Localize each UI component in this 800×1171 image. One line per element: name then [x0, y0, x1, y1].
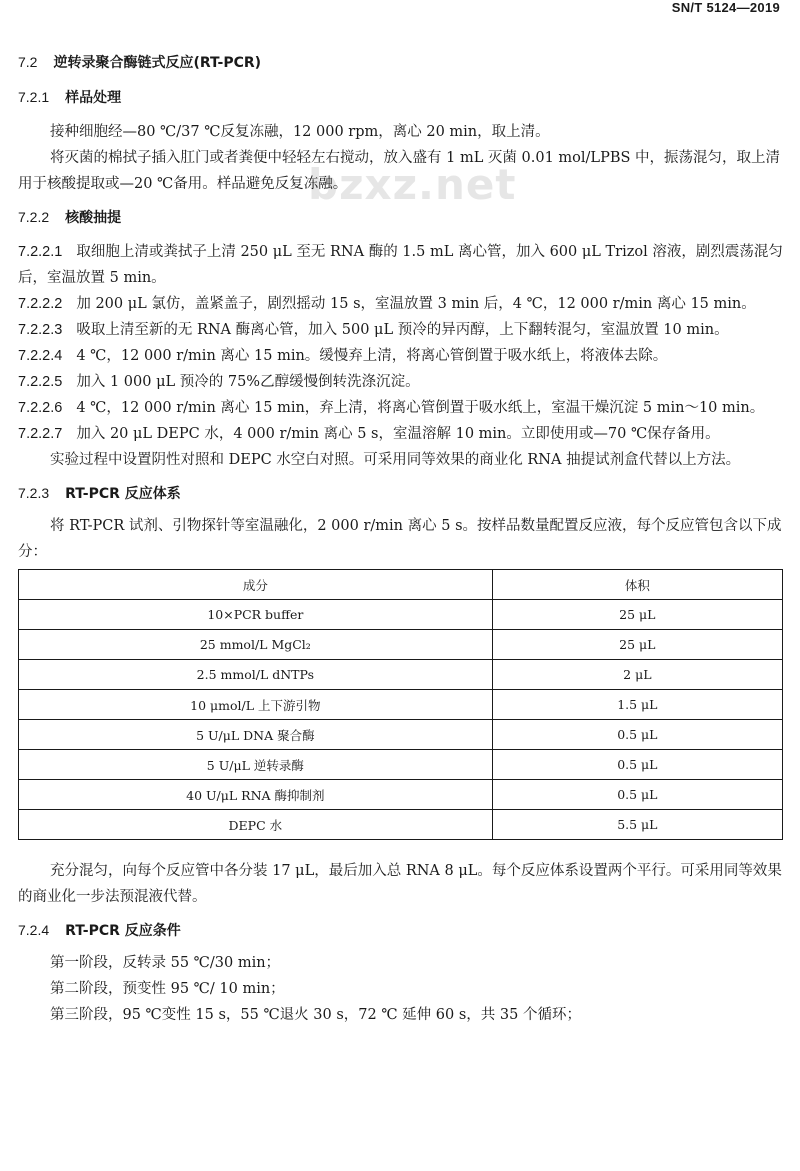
- step-text: 加入 1 000 μL 预冷的 75%乙醇缓慢倒转洗涤沉淀。: [76, 374, 420, 390]
- section-7-2-1-heading: [18, 87, 783, 107]
- section-number: 7.2.1: [18, 89, 50, 105]
- cell-component: DEPC 水: [19, 810, 493, 840]
- stage-line: 第二阶段，预变性 95 ℃/ 10 min；: [50, 981, 285, 997]
- section-title: 逆转录聚合酶链式反应(RT-PCR): [53, 55, 262, 71]
- step-text: 吸取上清至新的无 RNA 酶离心管，加入 500 μL 预冷的异丙醇，上下翻转混匀，室温放置 10 min。: [76, 322, 729, 338]
- section-7-2-2-heading: [18, 207, 783, 227]
- section-number: 7.2.4: [18, 922, 50, 938]
- step-number: 7.2.2.1: [18, 244, 63, 260]
- watermark: bzxz.net: [308, 160, 517, 209]
- step-item: [18, 239, 783, 291]
- step-text: 4 ℃，12 000 r/min 离心 15 min，弃上清，将离心管倒置于吸水纸上，室温干燥沉淀 5 min～10 min。: [76, 400, 765, 416]
- step-text: 4 ℃，12 000 r/min 离心 15 min。缓慢弃上清，将离心管倒置于吸水纸上，将液体去除。: [76, 348, 668, 364]
- table-row: [19, 750, 783, 780]
- step-number: 7.2.2.4: [18, 348, 63, 364]
- section-7-2-4-heading: [18, 920, 783, 940]
- paragraph: 将 RT-PCR 试剂、引物探针等室温融化，2 000 r/min 离心 5 s。按样品数量配置反应液，每个反应管包含以下成分：: [18, 518, 782, 560]
- cell-component: 25 mmol/L MgCl₂: [19, 630, 493, 660]
- section-number: 7.2: [18, 54, 38, 70]
- table-row: [19, 720, 783, 750]
- cell-component: 40 U/μL RNA 酶抑制剂: [19, 780, 493, 810]
- step-item: [18, 317, 783, 343]
- column-header-component: 成分: [19, 570, 493, 600]
- cell-component: 5 U/μL DNA 聚合酶: [19, 720, 493, 750]
- cell-component: 10×PCR buffer: [19, 600, 493, 630]
- column-header-volume: 体积: [492, 570, 782, 600]
- section-number: 7.2.3: [18, 485, 50, 501]
- step-item: [18, 343, 783, 369]
- table-header-row: [19, 570, 783, 600]
- cell-volume: 25 μL: [492, 630, 782, 660]
- section-title: RT-PCR 反应体系: [65, 486, 181, 502]
- cell-volume: 25 μL: [492, 600, 782, 630]
- step-text: 加 200 μL 氯仿，盖紧盖子，剧烈摇动 15 s，室温放置 3 min 后，4 ℃，12 000 r/min 离心 15 min。: [76, 296, 756, 312]
- step-number: 7.2.2.5: [18, 374, 63, 390]
- document-body: [18, 52, 783, 1028]
- cell-volume: 0.5 μL: [492, 720, 782, 750]
- section-7-2-3-heading: [18, 483, 783, 503]
- cell-volume: 0.5 μL: [492, 750, 782, 780]
- table-row: [19, 780, 783, 810]
- table-row: [19, 600, 783, 630]
- document-code: SN/T 5124—2019: [671, 0, 780, 15]
- paragraph: 接种细胞经—80 ℃/37 ℃反复冻融，12 000 rpm，离心 20 min，取上清。: [50, 124, 550, 140]
- section-title: 样品处理: [65, 90, 122, 106]
- step-item: [18, 291, 783, 317]
- paragraph-note: 实验过程中设置阴性对照和 DEPC 水空白对照。可采用同等效果的商业化 RNA 抽提试剂盒代替以上方法。: [50, 452, 741, 468]
- cell-volume: 0.5 μL: [492, 780, 782, 810]
- step-number: 7.2.2.6: [18, 400, 63, 416]
- table-row: [19, 630, 783, 660]
- cell-volume: 1.5 μL: [492, 690, 782, 720]
- section-title: 核酸抽提: [65, 210, 122, 226]
- step-number: 7.2.2.3: [18, 322, 63, 338]
- paragraph: 将灭菌的棉拭子插入肛门或者粪便中轻轻左右搅动，放入盛有 1 mL 灭菌 0.01 mol/LPBS 中，振荡混匀，取上清用于核酸提取或—20 ℃备用。样品避免反复冻融。: [18, 150, 781, 192]
- section-number: 7.2.2: [18, 209, 50, 225]
- stage-line: 第三阶段，95 ℃变性 15 s，55 ℃退火 30 s，72 ℃ 延伸 60 s，共 35 个循环；: [50, 1007, 581, 1023]
- reaction-components-table: [18, 569, 783, 840]
- step-number: 7.2.2.7: [18, 426, 63, 442]
- step-item: [18, 395, 783, 421]
- cell-component: 10 μmol/L 上下游引物: [19, 690, 493, 720]
- table-row: [19, 810, 783, 840]
- cell-component: 2.5 mmol/L dNTPs: [19, 660, 493, 690]
- section-title: RT-PCR 反应条件: [65, 923, 181, 939]
- paragraph: 充分混匀，向每个反应管中各分装 17 μL，最后加入总 RNA 8 μL。每个反应体系设置两个平行。可采用同等效果的商业化一步法预混液代替。: [18, 863, 782, 905]
- section-7-2-heading: [18, 52, 783, 72]
- step-number: 7.2.2.2: [18, 296, 63, 312]
- cell-volume: 5.5 μL: [492, 810, 782, 840]
- stage-line: 第一阶段，反转录 55 ℃/30 min；: [50, 955, 281, 971]
- cell-component: 5 U/μL 逆转录酶: [19, 750, 493, 780]
- table-row: [19, 690, 783, 720]
- step-item: [18, 369, 783, 395]
- table-row: [19, 660, 783, 690]
- step-item: [18, 421, 783, 447]
- step-text: 取细胞上清或粪拭子上清 250 μL 至无 RNA 酶的 1.5 mL 离心管，加入 600 μL Trizol 溶液，剧烈震荡混匀后，室温放置 5 min。: [18, 244, 783, 286]
- step-text: 加入 20 μL DEPC 水，4 000 r/min 离心 5 s，室温溶解 10 min。立即使用或—70 ℃保存备用。: [76, 426, 720, 442]
- cell-volume: 2 μL: [492, 660, 782, 690]
